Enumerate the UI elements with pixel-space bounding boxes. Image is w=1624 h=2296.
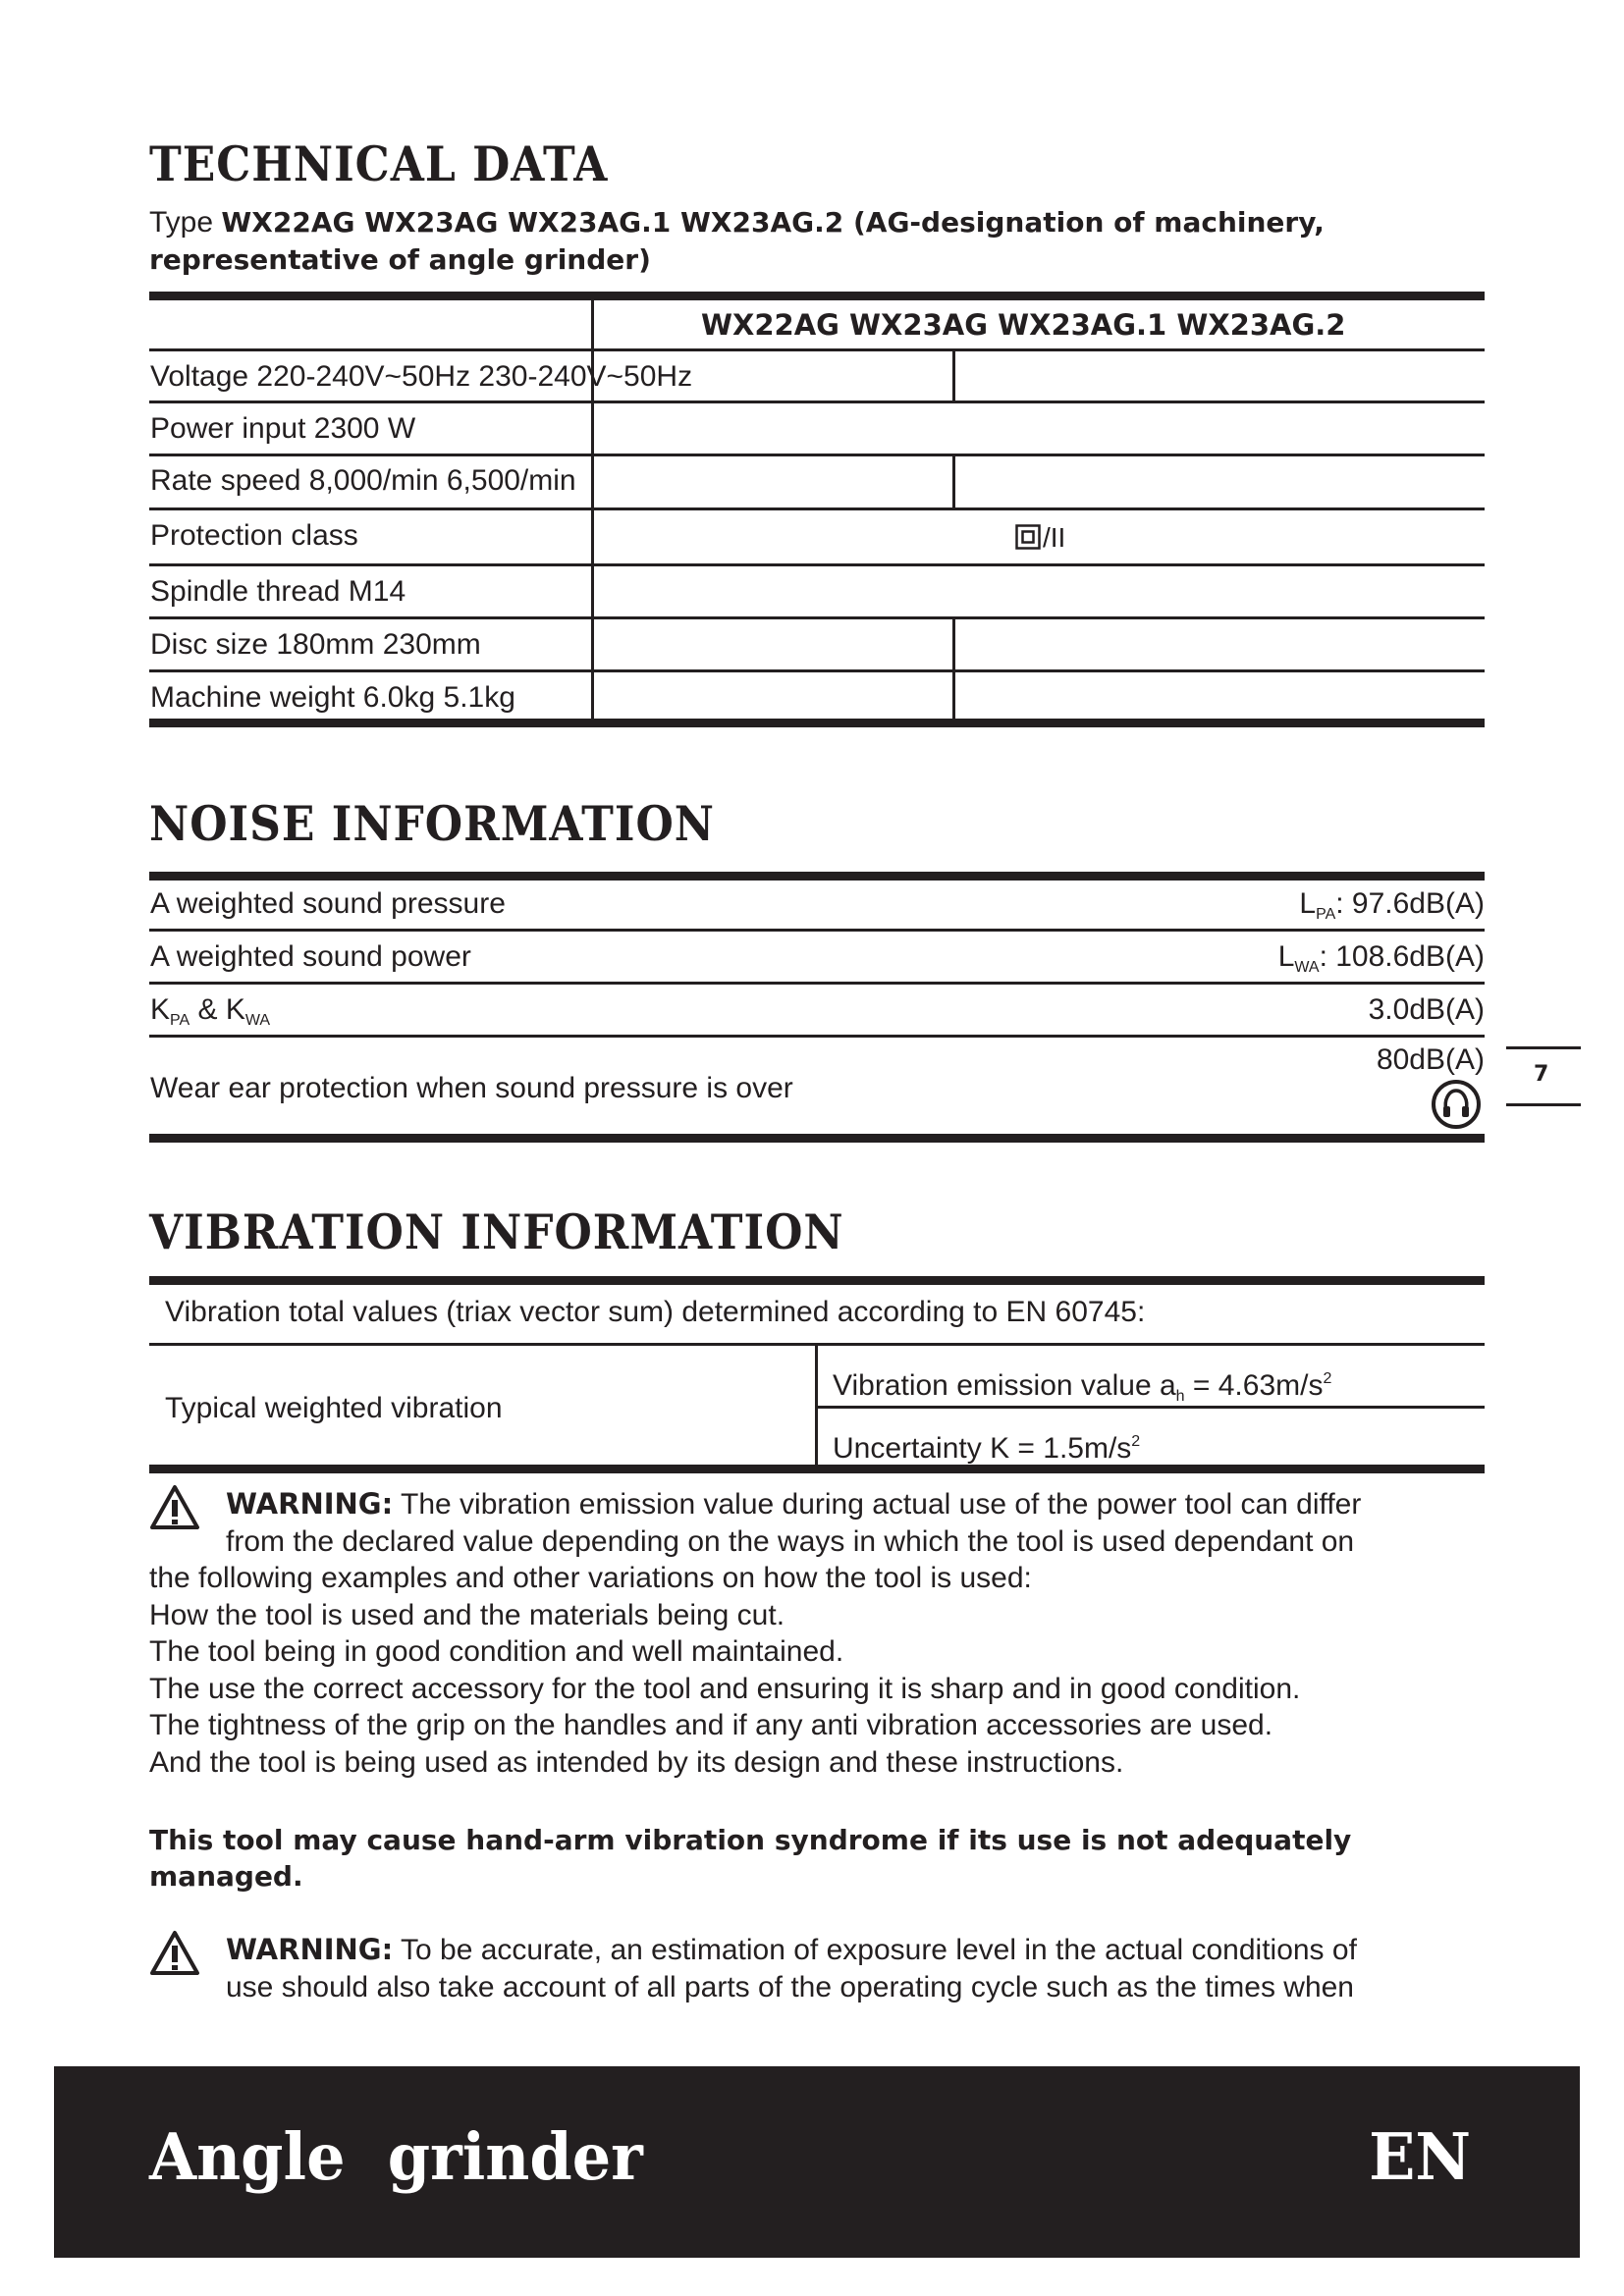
row-rate-speed: Rate speed 8,000/min 6,500/min [150,464,576,497]
row-spindle-thread: Spindle thread M14 [150,575,406,608]
technical-data-heading: TECHNICAL DATA [149,137,609,193]
warning-label: WARNING: [226,1487,394,1521]
noise-value-sound-pressure: $L_{PA}$: 97.6dB(A) [1299,887,1485,923]
noise-value-uncertainty: 3.0dB(A) [1368,993,1485,1026]
vibration-emission-value: Vibration emission value $a_h = 4.63m/s^2$ [833,1369,1332,1405]
row-disc-size: Disc size 180mm 230mm [150,628,481,661]
footer-title: Angle grinder [149,2119,643,2195]
ear-protection-text: Wear ear protection when sound pressure is over [150,1072,793,1104]
warning-line: How the tool is used and the materials being cut. [149,1598,785,1631]
page-number: 7 [1534,1062,1549,1087]
row-voltage: Voltage 220-240V~50Hz 230-240V~50Hz [150,360,693,393]
protection-class-value: /II [1043,522,1066,553]
typical-weighted-vibration: Typical weighted vibration [165,1392,503,1424]
warning-line: the following examples and other variations on how the tool is used: [149,1562,1032,1594]
noise-row-uncertainty: $K_{PA}$ & $K_{WA}$ [150,993,271,1029]
footer-language: EN [1369,2119,1471,2195]
type-models-line1: WX22AG WX23AG WX23AG.1 WX23AG.2 (AG-designation of machinery, [221,206,1325,239]
noise-row-sound-power: A weighted sound power [150,940,471,973]
vibration-uncertainty: Uncertainty $K = 1.5m/s^2$ [833,1432,1141,1465]
type-prefix: Type [149,206,214,239]
ear-protection-threshold: 80dB(A) [1376,1043,1485,1076]
warning-label: WARNING: [226,1933,394,1966]
warning-line: The tool being in good condition and well maintained. [149,1635,844,1668]
warning-vibration-block: WARNING: The vibration emission value during actual use of the power tool can differ from the declared value depending on the ways in which the tool is used dependant on the following examples and other variations on how the tool is used: How the tool is used and the materials being cut. The tool being in good condition and well maintained. The use the correct accessory for the tool and ensuring it is sharp and in good condition. The tightness of the grip on the handles and if any anti vibration accessories are used. And the tool is being used as intended by its design and these instructions. [149,1486,1485,1781]
hand-arm-vibration-note: This tool may cause hand-arm vibration syndrome if its use is not adequately managed. [149,1824,1352,1893]
row-machine-weight: Machine weight 6.0kg 5.1kg [150,681,515,714]
footer-bar [54,2066,1580,2258]
table-header-models: WX22AG WX23AG WX23AG.1 WX23AG.2 [701,308,1346,342]
warning-line: And the tool is being used as intended by its design and these instructions. [149,1745,1124,1779]
type-models-line2: representative of angle grinder) [149,243,651,276]
vibration-intro: Vibration total values (triax vector sum) determined according to EN 60745: [165,1296,1146,1328]
row-power-input: Power input 2300 W [150,412,416,445]
vibration-information-heading: VIBRATION INFORMATION [149,1205,844,1261]
noise-information-heading: NOISE INFORMATION [149,797,716,853]
row-protection-class: Protection class [150,519,358,552]
class-ii-double-insulation-icon [1015,524,1041,550]
warning-line: The use the correct accessory for the tool and ensuring it is sharp and in good condition. [149,1672,1301,1705]
noise-value-sound-power: $L_{WA}$: 108.6dB(A) [1277,940,1485,976]
ear-protection-icon [1432,1080,1481,1129]
noise-row-sound-pressure: A weighted sound pressure [150,887,506,920]
warning-exposure-block: WARNING: To be accurate, an estimation of exposure level in the actual conditions of use should also take account of all parts of the operating cycle such as the times when [226,1933,1357,2003]
type-description [149,204,1524,279]
warning-line: The tightness of the grip on the handles and if any anti vibration accessories are used. [149,1709,1273,1741]
